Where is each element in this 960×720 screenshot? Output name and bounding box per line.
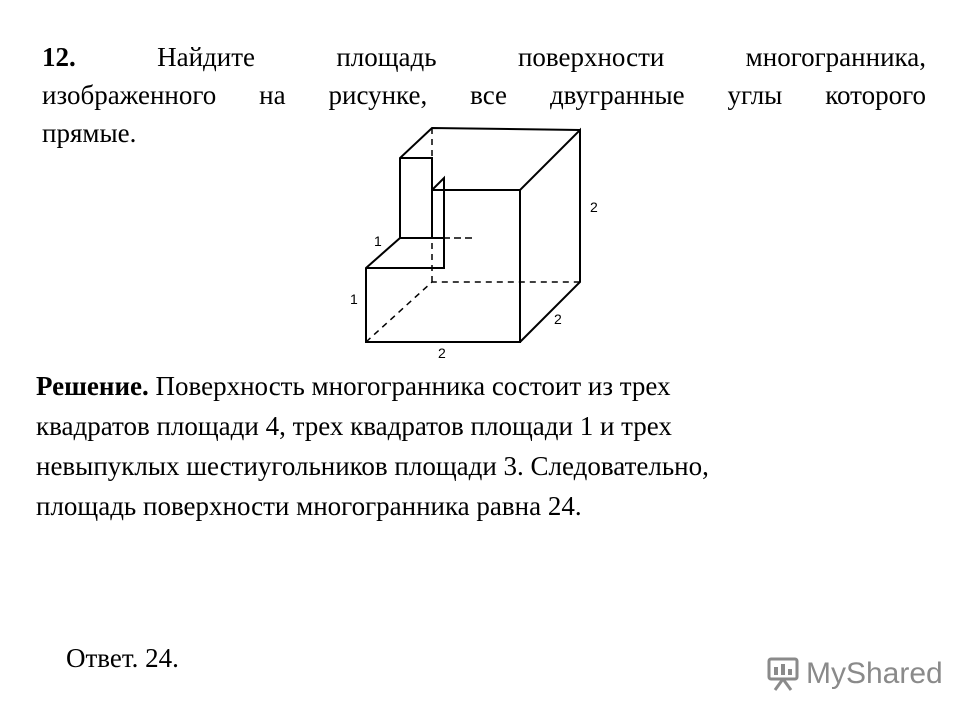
- solution-text: [36, 366, 836, 526]
- watermark-text: MyShared: [806, 657, 943, 690]
- label-depth: 2: [554, 311, 562, 327]
- problem-line-1: [42, 38, 926, 76]
- answer-text: Ответ. 24.: [66, 643, 179, 673]
- problem-word: двугранные: [549, 80, 685, 110]
- problem-word: на: [259, 80, 286, 110]
- label-bottom-width: 2: [438, 345, 446, 361]
- problem-line-2: [42, 76, 926, 114]
- problem-line-3: прямые.: [42, 118, 137, 148]
- solution-heading: Решение.: [36, 371, 149, 401]
- watermark: [766, 652, 943, 696]
- solution-line-1: [36, 366, 836, 406]
- problem-word: поверхности: [517, 42, 665, 72]
- polyhedron-figure: [330, 115, 630, 365]
- presentation-board-icon: [766, 656, 800, 692]
- problem-word: углы: [727, 80, 783, 110]
- solution-line-3: невыпуклых шестиугольников площади 3. Следовательно,: [36, 451, 709, 481]
- polyhedron-hidden-edges: [366, 128, 580, 342]
- problem-word: Найдите: [157, 42, 255, 72]
- polyhedron-diagram: [330, 115, 630, 365]
- polyhedron-visible-edges: [366, 128, 580, 342]
- label-step-upper: 1: [374, 233, 382, 249]
- problem-word: площадь: [336, 42, 437, 72]
- problem-word: изображенного: [42, 80, 217, 110]
- problem-word: многогранника,: [745, 42, 926, 72]
- solution-line-text: Поверхность многогранника состоит из трех: [148, 371, 671, 401]
- problem-word: все: [470, 80, 508, 110]
- solution-line-4: площадь поверхности многогранника равна 24.: [36, 491, 582, 521]
- problem-word: которого: [825, 80, 926, 110]
- polyhedron-step-edges: [432, 178, 444, 190]
- label-right-height: 2: [590, 199, 598, 215]
- solution-line-2: квадратов площади 4, трех квадратов площади 1 и трех: [36, 411, 672, 441]
- problem-number: 12.: [42, 42, 76, 72]
- label-step-lower: 1: [350, 291, 358, 307]
- problem-word: рисунке,: [328, 80, 428, 110]
